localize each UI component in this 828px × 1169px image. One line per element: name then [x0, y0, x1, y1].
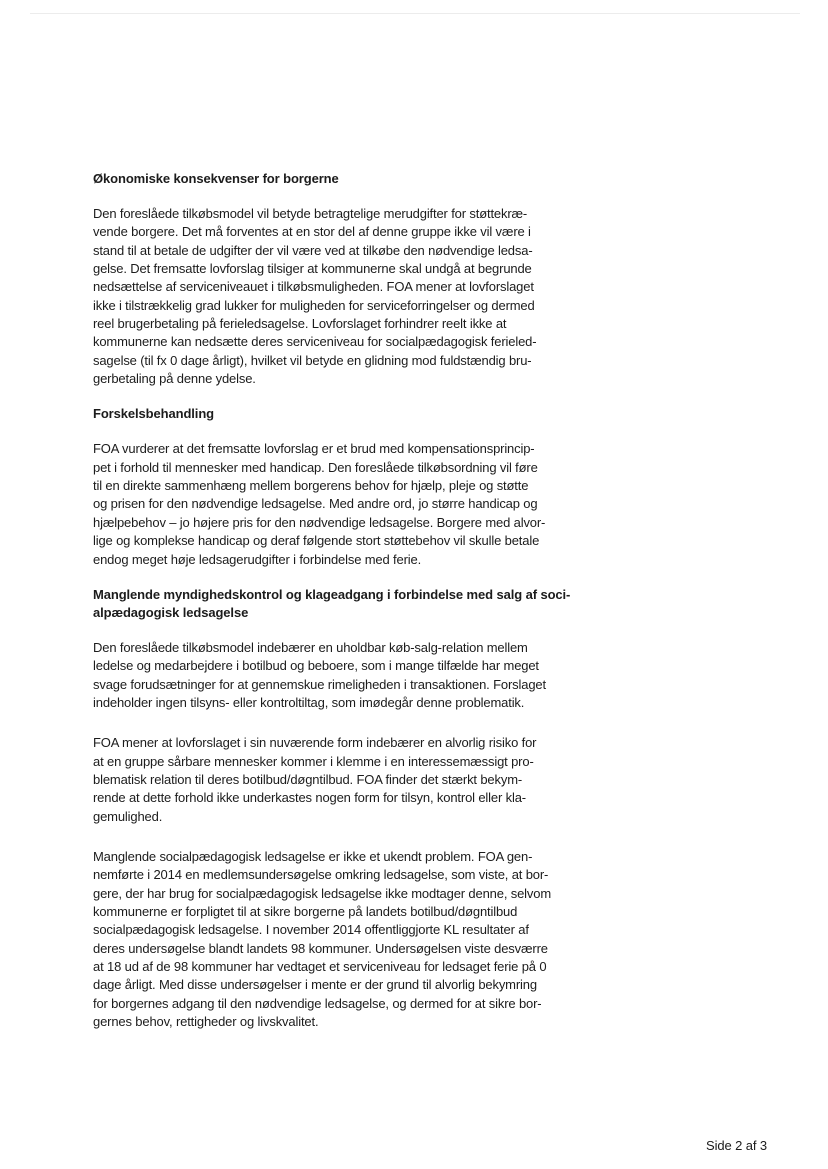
top-border-line	[30, 13, 800, 14]
section-missing-authority-control	[93, 586, 593, 1032]
text-line: vende borgere. Det må forventes at en stor del af denne gruppe ikke vil være i	[93, 224, 531, 240]
text-line: lige og komplekse handicap og deraf følgende stort støttebehov vil skulle betale	[93, 533, 540, 549]
paragraph	[93, 734, 593, 826]
text-line: nedsættelse af serviceniveauet i tilkøbsmuligheden. FOA mener at lovforslaget	[93, 279, 534, 295]
section-heading: Økonomiske konsekvenser for borgerne	[93, 171, 339, 186]
text-line: hjælpebehov – jo højere pris for den nødvendige ledsagelse. Borgere med alvor-	[93, 514, 546, 530]
text-line: reel brugerbetaling på ferieledsagelse. Lovforslaget forhindrer reelt ikke at	[93, 316, 507, 332]
section-economic-consequences	[93, 170, 593, 388]
text-line: indeholder ingen tilsyns- eller kontroltiltag, som imødegår denne problematik.	[93, 694, 525, 710]
text-line: gemulighed.	[93, 808, 163, 824]
text-line: dage årligt. Med disse undersøgelser i mente er der grund til alvorlig bekymring	[93, 977, 537, 993]
text-line: gernes behov, rettigheder og livskvalitet.	[93, 1014, 319, 1030]
section-heading	[93, 586, 593, 622]
text-line: svage forudsætninger for at gennemskue rimeligheden i transaktionen. Forslaget	[93, 676, 546, 692]
text-line: FOA vurderer at det fremsatte lovforslag er et brud med kompensationsprincip-	[93, 441, 535, 457]
text-line: gelse. Det fremsatte lovforslag tilsiger at kommunerne skal undgå at begrunde	[93, 261, 532, 277]
text-line: FOA mener at lovforslaget i sin nuværende form indebærer en alvorlig risiko for	[93, 735, 537, 751]
text-line: rende at dette forhold ikke underkastes nogen form for tilsyn, kontrol eller kla-	[93, 790, 526, 806]
heading-line: Manglende myndighedskontrol og klageadgang i forbindelse med salg af soci-	[93, 586, 571, 602]
paragraph	[93, 639, 593, 712]
paragraph	[93, 205, 593, 388]
text-line: sagelse (til fx 0 dage årligt), hvilket vil betyde en glidning mod fuldstændig bru-	[93, 352, 532, 368]
text-line: Manglende socialpædagogisk ledsagelse er ikke et ukendt problem. FOA gen-	[93, 848, 533, 864]
text-line: at en gruppe sårbare mennesker kommer i klemme i en interessemæssigt pro-	[93, 753, 534, 769]
paragraph	[93, 848, 593, 1031]
paragraph	[93, 440, 593, 568]
text-line: for borgernes adgang til den nødvendige ledsagelse, og dermed for at sikre bor-	[93, 995, 542, 1011]
text-line: pet i forhold til mennesker med handicap. Den foreslåede tilkøbsordning vil føre	[93, 459, 538, 475]
text-line: nemførte i 2014 en medlemsundersøgelse omkring ledsagelse, som viste, at bor-	[93, 867, 549, 883]
heading-line: alpædagogisk ledsagelse	[93, 604, 249, 620]
text-line: blematisk relation til deres botilbud/døgntilbud. FOA finder det stærkt bekym-	[93, 771, 523, 787]
text-line: Den foreslåede tilkøbsmodel vil betyde betragtelige merudgifter for støttekræ-	[93, 206, 528, 221]
text-line: deres undersøgelse blandt landets 98 kommuner. Undersøgelsen viste desværre	[93, 940, 548, 956]
page-number: Side 2 af 3	[706, 1138, 768, 1153]
text-line: til en direkte sammenhæng mellem borgerens behov for hjælp, pleje og støtte	[93, 478, 529, 494]
text-line: kommunerne er forpligtet til at sikre borgerne på landets botilbud/døgntilbud	[93, 903, 518, 919]
text-line: endog meget høje ledsagerudgifter i forbindelse med ferie.	[93, 551, 422, 567]
text-line: ledelse og medarbejdere i botilbud og beboere, som i mange tilfælde har meget	[93, 658, 539, 674]
text-line: stand til at betale de udgifter der vil være ved at tilkøbe den nødvendige ledsa-	[93, 242, 533, 258]
text-line: Den foreslåede tilkøbsmodel indebærer en uholdbar køb-salg-relation mellem	[93, 639, 528, 655]
text-line: ikke i tilstrækkelig grad lukker for muligheden for serviceforringelser og dermed	[93, 297, 535, 313]
document-body	[93, 170, 593, 1048]
section-discrimination	[93, 405, 593, 568]
text-line: gere, der har brug for socialpædagogisk ledsagelse ikke modtager denne, selvom	[93, 885, 552, 901]
text-line: kommunerne kan nedsætte deres serviceniveau for socialpædagogisk ferieled-	[93, 334, 537, 350]
text-line: og prisen for den nødvendige ledsagelse. Med andre ord, jo større handicap og	[93, 496, 538, 512]
text-line: at 18 ud af de 98 kommuner har vedtaget et serviceniveau for ledsaget ferie på 0	[93, 959, 547, 974]
text-line: socialpædagogisk ledsagelse. I november 2014 offentliggjorte KL resultater af	[93, 922, 529, 938]
text-line: gerbetaling på denne ydelse.	[93, 371, 256, 387]
section-heading: Forskelsbehandling	[93, 406, 215, 422]
